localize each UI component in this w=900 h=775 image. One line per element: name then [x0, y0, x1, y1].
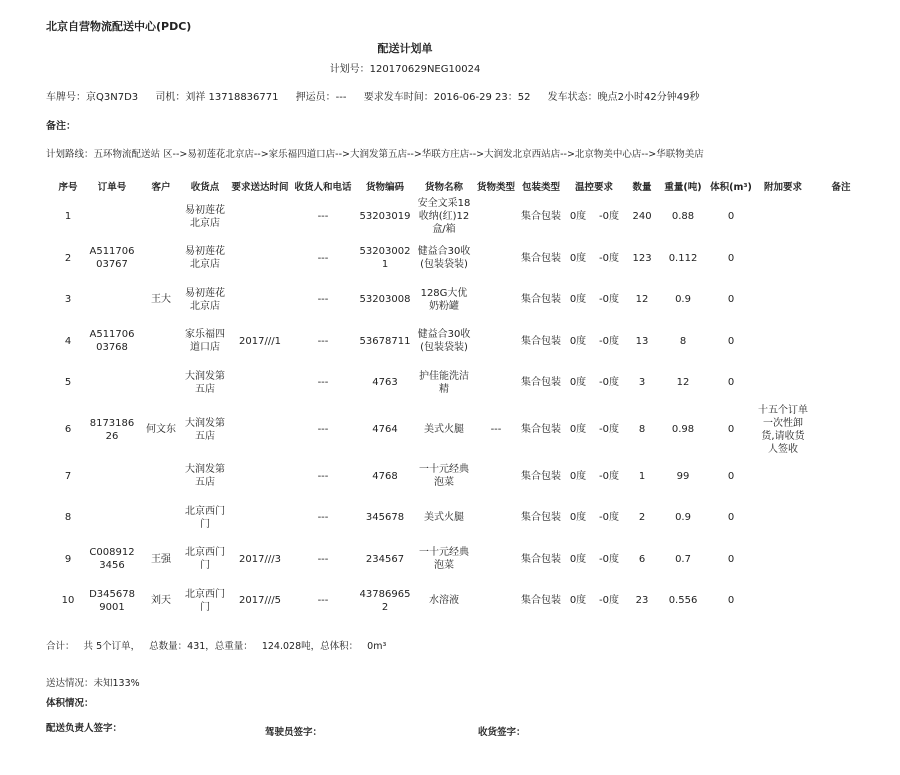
cell-customer: 王大 [151, 294, 171, 306]
cell-weight: 0.112 [668, 252, 698, 264]
cell-receiving-point: 北京西门门 [185, 505, 225, 530]
cell-weight: 0.9 [675, 512, 691, 524]
col-goods-type: 货物类型 [476, 182, 515, 193]
cell-row-index: 2 [64, 252, 72, 264]
cell-goods-type [473, 321, 519, 363]
cell-receiving-point: 家乐福四道口店 [185, 329, 225, 354]
cell-volume: 0 [727, 252, 735, 264]
cell-weight: 8 [679, 335, 687, 347]
cell-order-no: D345678 9001 [89, 588, 135, 613]
cell-row-index: 4 [64, 335, 72, 347]
cell-receiving-point: 易初莲花北京店 [185, 246, 225, 271]
plan-number: 计划号：120170629NEG10024 [329, 64, 481, 75]
cell-goods-type [473, 580, 519, 622]
cell-receiver-phone: --- [317, 595, 329, 607]
dispatch-time: 要求发车时间：2016-06-29 23：52 [363, 92, 531, 103]
table-row [53, 196, 871, 238]
cell-required-time [229, 196, 291, 238]
remark-label: 备注： [46, 121, 76, 132]
cell-goods-name: 128G大优奶粉罐 [420, 287, 468, 312]
cell-receiving-point: 大润发第五店 [185, 464, 225, 489]
cell-goods-name: 一十元经典泡菜 [419, 464, 469, 489]
cell-volume: 0 [727, 470, 735, 482]
cell-package-type: 集合包装 [521, 595, 561, 607]
cell-temp-min: 0度 [569, 424, 587, 435]
cell-goods-type [473, 238, 519, 280]
cell-required-time [229, 456, 291, 498]
delivery-items-table [53, 176, 871, 622]
col-volume: 体积(m³) [710, 182, 752, 193]
driver-signature: 驾驶员签字： [265, 727, 323, 738]
cell-goods-name: 一十元经典泡菜 [419, 547, 469, 572]
cell-temp-max: -0度 [599, 294, 619, 306]
cell-goods-type [473, 196, 519, 238]
cell-customer: 王强 [151, 553, 171, 565]
cell-receiver-phone: --- [317, 470, 329, 482]
cell-volume: 0 [727, 512, 735, 524]
extra-requirement-cell [755, 497, 811, 539]
cell-goods-code: 234567 [365, 553, 405, 565]
cell-row-index: 9 [64, 553, 72, 565]
cell-note [811, 362, 871, 404]
cell-temp-min: 0度 [569, 470, 587, 482]
cell-goods-code: 5367871​1 [359, 335, 411, 347]
cell-quantity: 6 [638, 553, 646, 565]
col-receiving-point: 收货点 [190, 182, 220, 193]
cell-customer [141, 497, 181, 539]
escort-info: 押运员：--- [295, 92, 347, 103]
cell-receiving-point: 易初莲花北京店 [185, 204, 225, 229]
cell-quantity: 123 [632, 252, 652, 264]
cell-goods-type [473, 456, 519, 498]
cell-package-type: 集合包装 [521, 211, 561, 223]
cell-order-no [83, 279, 141, 321]
cell-package-type: 集合包装 [521, 470, 561, 482]
col-goods-code: 货物编码 [365, 182, 404, 193]
cell-row-index: 1 [64, 211, 72, 223]
cell-package-type: 集合包装 [521, 553, 561, 565]
cell-temp-max: -0度 [599, 335, 619, 347]
document-title: 配送计划单 [377, 42, 433, 55]
cell-goods-name: 健益合30收(包装袋装) [417, 329, 471, 354]
cell-temp-min: 0度 [569, 252, 587, 264]
cell-quantity: 23 [635, 595, 649, 607]
col-note: 备注 [831, 182, 851, 193]
cell-required-time: 2017///1 [239, 335, 281, 347]
cell-receiver-phone: --- [317, 335, 329, 347]
vehicle-plate: 车牌号：京Q3N7D3 [46, 92, 139, 103]
cell-goods-type [473, 497, 519, 539]
cell-package-type: 集合包装 [521, 377, 561, 389]
cell-weight: 0.7 [675, 553, 691, 565]
cell-package-type: 集合包装 [521, 252, 561, 264]
table-row [53, 580, 871, 622]
cell-goods-code: 437869652 [359, 588, 411, 613]
cell-temp-min: 0度 [569, 553, 587, 565]
cell-note [811, 196, 871, 238]
cell-order-no [83, 362, 141, 404]
cell-package-type: 集合包装 [521, 424, 561, 435]
cell-customer: 刘天 [151, 595, 171, 607]
cell-order-no [83, 497, 141, 539]
cell-row-index: 5 [64, 377, 72, 389]
cell-required-time [229, 238, 291, 280]
cell-temp-max: -0度 [599, 553, 619, 565]
table-row [53, 321, 871, 363]
cell-receiver-phone: --- [317, 377, 329, 389]
table-row [53, 456, 871, 498]
summary-quantity: 总数量：431，总重量： [149, 641, 253, 652]
dispatcher-signature: 配送负责人签字： [46, 723, 123, 734]
receiver-signature: 收货签字： [478, 727, 526, 738]
cell-note [811, 238, 871, 280]
cell-order-no [83, 196, 141, 238]
driver-info: 司机：刘祥 13718836771 [155, 92, 279, 103]
cell-goods-name: 美式火腿 [424, 424, 464, 435]
cell-required-time [229, 362, 291, 404]
cell-weight: 12 [676, 377, 690, 389]
col-index: 序号 [58, 182, 78, 193]
cell-note [811, 497, 871, 539]
summary-label: 合计： [46, 641, 75, 652]
cell-row-index: 3 [64, 294, 72, 306]
cell-quantity: 8 [638, 424, 646, 435]
cell-customer [141, 362, 181, 404]
cell-goods-name: 水溶液 [429, 595, 459, 607]
table-row [53, 279, 871, 321]
cell-quantity: 3 [638, 377, 646, 389]
summary-volume: 0m³ [367, 641, 387, 652]
cell-customer [141, 321, 181, 363]
cell-quantity: 240 [632, 211, 652, 223]
cell-goods-code: 345678 [365, 512, 405, 524]
summary-weight: 124.028吨，总体积： [261, 641, 359, 652]
table-row [53, 362, 871, 404]
col-receiver-phone: 收货人和电话 [294, 182, 352, 193]
cell-temp-max: -0度 [599, 252, 619, 264]
cell-volume: 0 [727, 553, 735, 565]
cell-note [811, 321, 871, 363]
cell-receiver-phone: --- [317, 553, 329, 565]
dispatch-status: 发车状态：晚点2小时42分钟49秒 [547, 92, 700, 103]
cell-receiver-phone: --- [317, 252, 329, 264]
cell-required-time [229, 404, 291, 456]
cell-goods-code: 53203019 [359, 211, 411, 223]
extra-requirement-cell [755, 456, 811, 498]
cell-note [811, 279, 871, 321]
cell-row-index: 8 [64, 512, 72, 524]
summary-line [46, 638, 392, 652]
table-row [53, 497, 871, 539]
cell-volume: 0 [727, 595, 735, 607]
cell-required-time [229, 497, 291, 539]
cell-order-no: C008912 3456 [89, 547, 135, 572]
cell-customer [141, 196, 181, 238]
cell-note [811, 456, 871, 498]
cell-volume: 0 [727, 335, 735, 347]
cell-receiving-point: 易初莲花北京店 [185, 287, 225, 312]
cell-row-index: 7 [64, 470, 72, 482]
cell-note [811, 580, 871, 622]
cell-goods-name: 美式火腿 [424, 512, 464, 524]
cell-temp-max: -0度 [599, 211, 619, 223]
cell-package-type: 集合包装 [521, 335, 561, 347]
cell-goods-code: 4764 [372, 424, 398, 435]
col-temperature: 温控要求 [575, 182, 614, 193]
extra-requirement-cell: 十五个订单一次性卸货,请收货人签收 [758, 404, 809, 455]
col-extra-requirement: 附加要求 [764, 182, 803, 193]
cell-receiving-point: 北京西门门 [185, 547, 225, 572]
cell-required-time: 2017///5 [239, 595, 281, 607]
cell-goods-code: 53203008 [359, 294, 411, 306]
table-row [53, 404, 871, 456]
cell-weight: 0.88 [671, 211, 695, 223]
extra-requirement-cell [755, 321, 811, 363]
cell-goods-type [473, 539, 519, 581]
cell-volume: 0 [727, 424, 735, 435]
cell-receiver-phone: --- [317, 512, 329, 524]
cell-weight: 0.98 [671, 424, 695, 435]
col-required-time: 要求送达时间 [231, 182, 289, 193]
table-row [53, 238, 871, 280]
cell-volume: 0 [727, 211, 735, 223]
cell-receiver-phone: --- [317, 294, 329, 306]
cell-quantity: 1 [638, 470, 646, 482]
cell-temp-min: 0度 [569, 595, 587, 607]
cell-order-no: A511706 03768 [89, 329, 135, 354]
cell-order-no: 8173186 26 [89, 417, 135, 442]
cell-row-index: 6 [64, 424, 72, 435]
volume-status: 体积情况： [46, 698, 94, 709]
table-header-row [53, 176, 871, 196]
col-goods-name: 货物名称 [424, 182, 463, 193]
cell-temp-max: -0度 [599, 424, 619, 435]
cell-receiver-phone: --- [317, 424, 329, 435]
cell-row-index: 10 [61, 595, 75, 607]
cell-required-time [229, 279, 291, 321]
cell-goods-type [473, 362, 519, 404]
col-package-type: 包装类型 [521, 182, 560, 193]
cell-goods-type: --- [490, 424, 502, 435]
cell-goods-type [473, 279, 519, 321]
extra-requirement-cell [755, 539, 811, 581]
cell-goods-name: 安全文采18收纳(红)12盒/箱 [417, 198, 471, 236]
cell-required-time: 2017///3 [239, 553, 281, 565]
cell-note [811, 404, 871, 456]
dispatch-info [46, 88, 713, 103]
cell-customer: 何文东 [146, 424, 176, 435]
summary-orders: 共 5个订单， [83, 641, 141, 652]
cell-package-type: 集合包装 [521, 512, 561, 524]
cell-receiving-point: 大润发第五店 [185, 417, 225, 442]
cell-temp-max: -0度 [599, 512, 619, 524]
cell-weight: 0.556 [668, 595, 698, 607]
col-customer: 客户 [151, 182, 171, 193]
delivery-status: 送达情况：未知133% [46, 678, 140, 689]
cell-temp-max: -0度 [599, 595, 619, 607]
cell-weight: 0.9 [675, 294, 691, 306]
cell-volume: 0 [727, 294, 735, 306]
cell-customer [141, 238, 181, 280]
cell-volume: 0 [727, 377, 735, 389]
cell-temp-min: 0度 [569, 512, 587, 524]
cell-temp-min: 0度 [569, 377, 587, 389]
cell-temp-max: -0度 [599, 377, 619, 389]
cell-receiving-point: 北京西门门 [185, 588, 225, 613]
cell-quantity: 2 [638, 512, 646, 524]
cell-customer [141, 456, 181, 498]
cell-note [811, 539, 871, 581]
extra-requirement-cell [755, 279, 811, 321]
cell-goods-code: 532030021 [359, 246, 411, 271]
cell-temp-min: 0度 [569, 335, 587, 347]
cell-temp-min: 0度 [569, 294, 587, 306]
extra-requirement-cell [755, 580, 811, 622]
cell-receiving-point: 大润发第五店 [185, 370, 225, 395]
cell-goods-code: 4768 [372, 470, 398, 482]
cell-quantity: 13 [635, 335, 649, 347]
cell-goods-name: 护佳能洗洁精 [419, 370, 469, 395]
extra-requirement-cell [755, 238, 811, 280]
cell-package-type: 集合包装 [521, 294, 561, 306]
planned-route: 计划路线：五环物流配送站 区-->易初莲花北京店-->家乐福四道口店-->大润发第五店-->华联方庄店-->大润发北京西站店-->北京物美中心店-->华联物美店 [46, 149, 704, 160]
cell-receiver-phone: --- [317, 211, 329, 223]
cell-order-no: A511706 03767 [89, 246, 135, 271]
extra-requirement-cell [755, 362, 811, 404]
col-weight: 重量(吨) [664, 182, 702, 193]
company-name: 北京自营物流配送中心(PDC) [46, 20, 192, 33]
col-order-no: 订单号 [97, 182, 127, 193]
cell-order-no [83, 456, 141, 498]
cell-temp-max: -0度 [599, 470, 619, 482]
table-row [53, 539, 871, 581]
cell-quantity: 12 [635, 294, 649, 306]
cell-goods-code: 4763 [372, 377, 398, 389]
cell-goods-name: 健益合30收(包装袋装) [417, 246, 471, 271]
cell-weight: 99 [676, 470, 690, 482]
cell-temp-min: 0度 [569, 211, 587, 223]
col-quantity: 数量 [632, 182, 652, 193]
extra-requirement-cell [755, 196, 811, 238]
